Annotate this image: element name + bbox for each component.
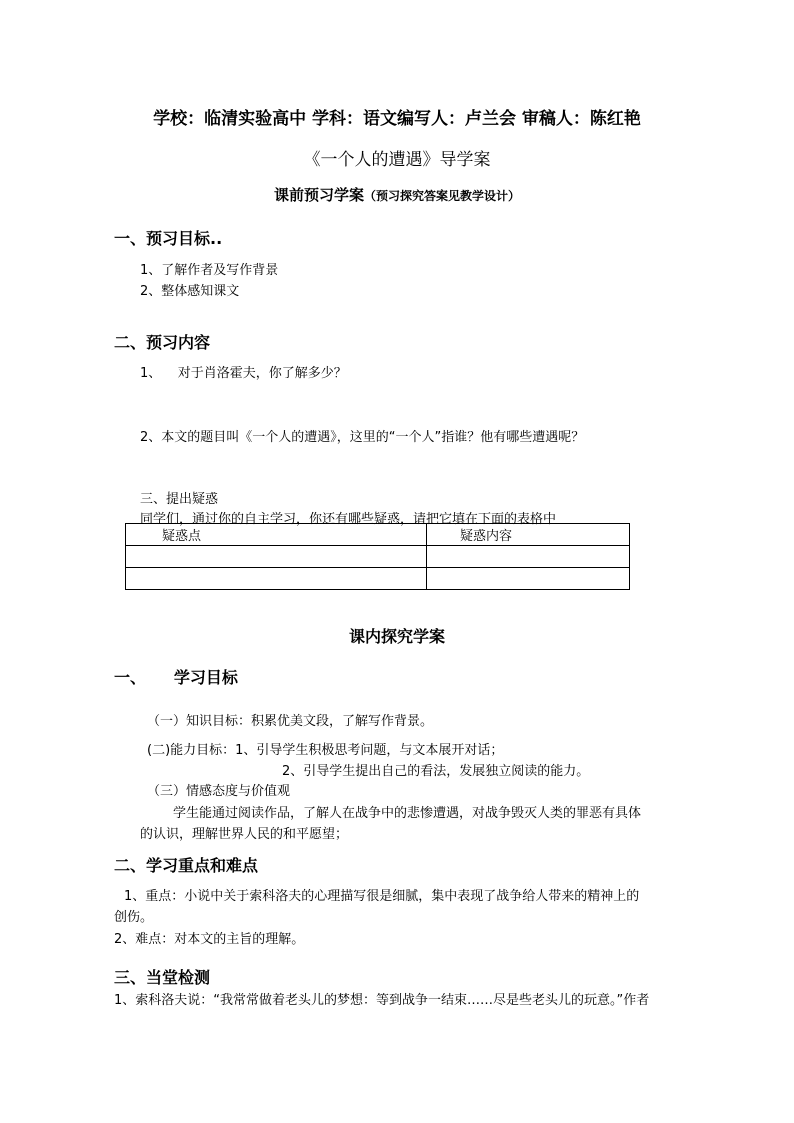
preview-content-heading: 二、预习内容: [114, 333, 211, 352]
emotion-goal-line-1: 学生能通过阅读作品，了解人在战争中的悲惨遭遇，对战争毁灭人类的罪恶有具体: [173, 806, 642, 821]
table-row: [126, 524, 630, 546]
table-cell[interactable]: [126, 568, 427, 590]
test-question-1: 1、索科洛夫说：“我常常做着老头儿的梦想：等到战争一结束……尽是些老头儿的玩意。”作者: [114, 993, 650, 1008]
table-row: [126, 546, 630, 568]
preview-question-2: 2、本文的题目叫《一个人的遭遇》，这里的“一个人”指谁？他有哪些遭遇呢？: [140, 430, 585, 445]
key-points-heading: 二、学习重点和难点: [114, 856, 259, 875]
table-header-doubt-point: 疑惑点: [126, 524, 427, 546]
preview-section-title: [0, 184, 794, 205]
doubt-heading: 三、提出疑惑: [140, 492, 219, 507]
ability-goal-2: 2、引导学生提出自己的看法，发展独立阅读的能力。: [282, 764, 590, 779]
inclass-goals-heading: 一、 学习目标: [114, 668, 238, 687]
key-point-2: 2、难点：对本文的主旨的理解。: [114, 932, 305, 947]
table-cell[interactable]: [427, 568, 630, 590]
doubt-instruction: 同学们，通过你的自主学习，你还有哪些疑惑，请把它填在下面的表格中: [140, 512, 557, 527]
preview-goal-2: 2、整体感知课文: [140, 284, 240, 299]
doubt-table: [125, 523, 630, 590]
emotion-goal-heading: （三）情感态度与价值观: [147, 784, 291, 799]
inclass-section-title: 课内探究学案: [348, 627, 445, 646]
preview-goals-heading: 一、预习目标..: [114, 229, 223, 248]
document-title: 《一个人的遭遇》导学案: [303, 150, 491, 170]
document-header: 学校：临清实验高中 学科：语文编写人：卢兰会 审稿人：陈红艳: [153, 109, 641, 129]
emotion-goal-line-2: 的认识，理解世界人民的和平愿望；: [140, 827, 349, 842]
preview-goal-1: 1、了解作者及写作背景: [140, 263, 279, 278]
table-cell[interactable]: [126, 546, 427, 568]
table-cell[interactable]: [427, 546, 630, 568]
key-point-1: 1、重点：小说中关于索科洛夫的心理描写很是细腻，集中表现了战争给人带来的精神上的: [124, 889, 640, 904]
table-row: [126, 568, 630, 590]
knowledge-goal: （一）知识目标：积累优美文段，了解写作背景。: [147, 714, 434, 729]
preview-question-1: 1、 对于肖洛霍夫，你了解多少？: [140, 366, 347, 381]
preview-title-note: （预习探究答案见教学设计）: [364, 189, 521, 203]
in-class-test-heading: 三、当堂检测: [114, 968, 211, 987]
key-point-1-cont: 创伤。: [114, 910, 154, 925]
ability-goal-1: (二)能力目标：1、引导学生积极思考问题，与文本展开对话；: [147, 743, 504, 758]
preview-title-text: 课前预习学案: [273, 186, 364, 204]
table-header-doubt-content: 疑惑内容: [427, 524, 630, 546]
